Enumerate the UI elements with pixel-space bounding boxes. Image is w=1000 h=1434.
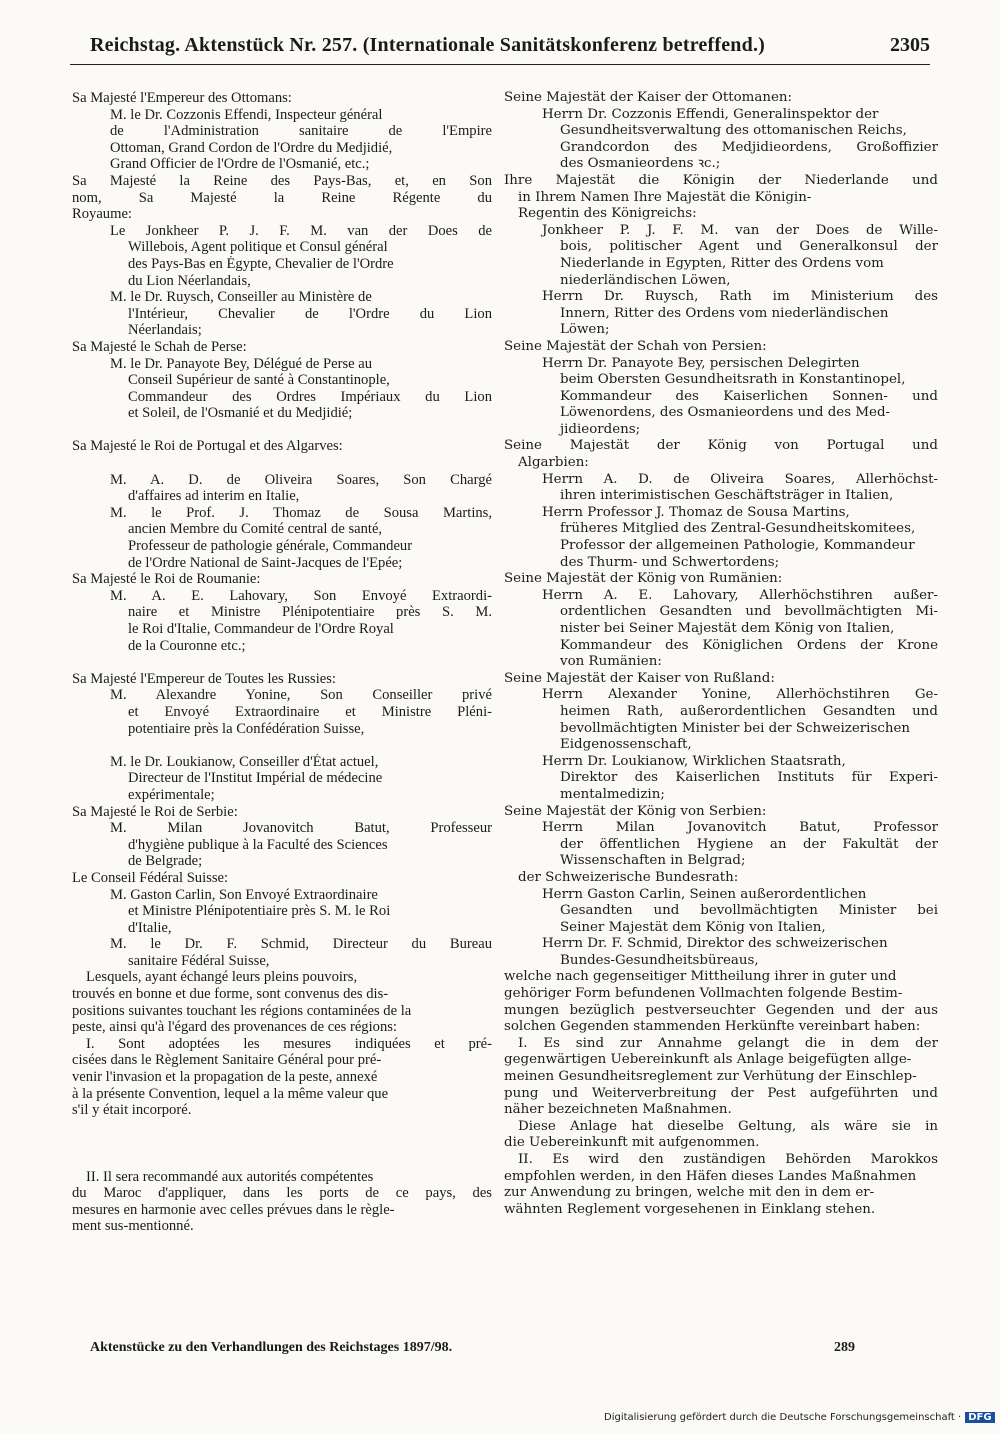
french-text-line: du Lion Néerlandais,	[128, 272, 251, 289]
german-text-line: Kommandeur des Königlichen Ordens der Krone	[560, 637, 938, 653]
german-text-line: der öffentlichen Hygiene an der Fakultät der	[560, 836, 938, 852]
french-text-line	[72, 1152, 492, 1169]
german-text-line: Löwenordens, des Osmanieordens und des Med-	[560, 405, 891, 421]
credit-text: Digitalisierung gefördert durch die Deutsche Forschungsgemeinschaft ·	[604, 1412, 962, 1423]
german-text-line: bois, politischer Agent und Generalkonsul der	[560, 239, 938, 255]
french-text-line: ancien Membre du Comité central de santé,	[128, 521, 383, 538]
french-text-line: de Belgrade;	[128, 853, 203, 870]
french-text-line: M. Milan Jovanovitch Batut, Professeur	[110, 820, 492, 837]
german-text-line: Seine Majestät der König von Serbien:	[504, 803, 767, 819]
page-number: 2305	[890, 34, 930, 56]
german-text-line: Seine Majestät der König von Rumänien:	[504, 571, 783, 587]
french-text-line: Conseil Supérieur de santé à Constantinople,	[128, 372, 390, 389]
french-text-line	[72, 1135, 492, 1152]
french-text-line: Sa Majesté le Roi de Roumanie:	[72, 571, 261, 588]
french-text-line: naire et Ministre Plénipotentiaire près S. M.	[128, 604, 492, 621]
german-text-line: Herrn Dr. Loukianow, Wirklichen Staatsrath,	[542, 753, 846, 769]
french-text-line: ment sus-mentionné.	[72, 1218, 194, 1235]
german-text-line: Herrn Dr. Cozzonis Effendi, Generalinspektor der	[542, 106, 879, 122]
german-text-line: Herrn Dr. F. Schmid, Direktor des schweizerischen	[542, 936, 888, 952]
german-text-line: Gesandten und bevollmächtigten Minister bei	[560, 903, 938, 919]
german-text-line: meinen Gesundheitsreglement zur Verhütung der Einschlep-	[504, 1069, 917, 1085]
german-text-line: Herrn Milan Jovanovitch Batut, Professor	[542, 820, 938, 836]
french-text-line	[72, 422, 492, 439]
french-text-line: de l'Ordre National de Saint-Jacques de l'Epée;	[128, 554, 403, 571]
french-text-line: M. Alexandre Yonine, Son Conseiller privé	[110, 687, 492, 704]
german-text-line: Seine Majestät der König von Portugal und	[504, 438, 938, 454]
french-text-line: Ottoman, Grand Cordon de l'Ordre du Medjidié,	[110, 139, 393, 156]
dfg-logo: DFG	[965, 1412, 994, 1423]
french-text-line: sanitaire Fédéral Suisse,	[128, 952, 270, 969]
german-text-line: Bundes-Gesundheitsbüreaus,	[560, 952, 759, 968]
german-text-line: Wissenschaften in Belgrad;	[560, 853, 746, 869]
german-text-line: Professor der allgemeinen Pathologie, Kommandeur	[560, 538, 915, 554]
german-text-line: Innern, Ritter des Ordens vom niederländischen	[560, 305, 889, 321]
page-footer	[90, 1340, 930, 1360]
french-text-line: M. le Prof. J. Thomaz de Sousa Martins,	[110, 504, 492, 521]
french-text-line: I. Sont adoptées les mesures indiquées et pré-	[86, 1035, 492, 1052]
german-text-line: empfohlen werden, in den Häfen dieses Landes Maßnahmen	[504, 1168, 917, 1184]
french-text-line: l'Intérieur, Chevalier de l'Ordre du Lion	[128, 305, 492, 322]
german-text-line: Eidgenossenschaft,	[560, 737, 692, 753]
french-text-line: des Pays-Bas en Égypte, Chevalier de l'Ordre	[128, 255, 394, 272]
french-text-line: Le Jonkheer P. J. F. M. van der Does de	[110, 222, 492, 239]
german-text-line: Herrn Gaston Carlin, Seinen außerordentlichen	[542, 886, 867, 902]
french-text-line: M. A. D. de Oliveira Soares, Son Chargé	[110, 471, 492, 488]
french-text-line: Sa Majesté la Reine des Pays-Bas, et, en Son	[72, 172, 492, 189]
french-text-line: peste, ainsi qu'à l'égard des provenances de ces régions:	[72, 1019, 397, 1036]
german-text-line: heimen Rath, außerordentlichen Gesandten und	[560, 703, 938, 719]
french-text-line: trouvés en bonne et due forme, sont convenus des dis-	[72, 986, 389, 1003]
german-text-line: Algarbien:	[518, 455, 589, 471]
french-text-line: de l'Administration sanitaire de l'Empire	[110, 123, 492, 140]
french-text-line: nom, Sa Majesté la Reine Régente du	[72, 189, 492, 206]
french-text-line	[72, 654, 492, 671]
french-text-line: venir l'invasion et la propagation de la peste, annexé	[72, 1069, 378, 1086]
french-text-line: Commandeur des Ordres Impériaux du Lion	[128, 388, 492, 405]
french-text-line: II. Il sera recommandé aux autorités compétentes	[86, 1168, 374, 1185]
french-text-line: Lesquels, ayant échangé leurs pleins pouvoirs,	[86, 969, 358, 986]
german-text-line: Seine Majestät der Schah von Persien:	[504, 338, 767, 354]
french-text-line: M. A. E. Lahovary, Son Envoyé Extraordi-	[110, 587, 492, 604]
german-text-line: Löwen;	[560, 322, 610, 338]
french-text-line: de la Couronne etc.;	[128, 637, 246, 654]
german-text-line: Seine Majestät der Kaiser von Rußland:	[504, 670, 775, 686]
footer-source: Aktenstücke zu den Verhandlungen des Reichstages 1897/98.	[90, 1340, 453, 1355]
german-text-line: gehöriger Form befundenen Vollmachten folgende Bestim-	[504, 986, 903, 1002]
german-text-line: bevollmächtigten Minister bei der Schweizerischen	[560, 720, 911, 736]
french-text-line: Professeur de pathologie générale, Commandeur	[128, 538, 413, 555]
french-text-line: le Roi d'Italie, Commandeur de l'Ordre Royal	[128, 621, 394, 637]
french-text-line: Grand Officier de l'Ordre de l'Osmanié, etc.;	[110, 156, 370, 173]
german-text-line: wähnten Reglement vorgesehenen in Einklang stehen.	[504, 1201, 876, 1217]
french-text-line: Willebois, Agent politique et Consul général	[128, 239, 388, 256]
german-text-line: I. Es sind zur Annahme gelangt die in dem der	[518, 1035, 938, 1051]
german-text-line: Seiner Majestät dem König von Italien,	[560, 919, 826, 935]
french-text-line: Royaume:	[72, 206, 132, 223]
french-text-line: et Soleil, de l'Osmanié et du Medjidié;	[128, 405, 353, 422]
header-rule	[70, 64, 930, 65]
german-text-line: der Schweizerische Bundesrath:	[518, 869, 739, 885]
german-text-line: Diese Anlage hat dieselbe Geltung, als wäre sie in	[518, 1118, 938, 1134]
french-text-line: mesures en harmonie avec celles prévues dans le règle-	[72, 1201, 395, 1218]
french-text-line: positions suivantes touchant les régions contaminées de la	[72, 1002, 412, 1019]
french-text-line: du Maroc d'appliquer, dans les ports de ce pays, des	[72, 1185, 492, 1202]
german-text-line: Seine Majestät der Kaiser der Ottomanen:	[504, 90, 793, 105]
french-text-line: Sa Majesté le Roi de Serbie:	[72, 803, 238, 820]
german-text-line: Herrn A. D. de Oliveira Soares, Allerhöchst-	[542, 471, 938, 487]
page-header	[90, 34, 930, 68]
german-text-line: Jonkheer P. J. F. M. van der Does de Wille-	[542, 222, 938, 238]
german-text-line: mentalmedizin;	[560, 786, 665, 802]
french-text-line: M. le Dr. Cozzonis Effendi, Inspecteur général	[110, 106, 383, 123]
french-text-line: d'Italie,	[128, 919, 172, 936]
french-text-line: s'il y était incorporé.	[72, 1102, 192, 1119]
french-text-line	[72, 737, 492, 754]
german-text-line: welche nach gegenseitiger Mittheilung ihrer in guter und	[504, 969, 897, 985]
german-text-line: Niederlande in Egypten, Ritter des Ordens vom	[560, 255, 884, 271]
french-text-line: Sa Majesté l'Empereur des Ottomans:	[72, 90, 292, 106]
german-text-line: II. Es wird den zuständigen Behörden Marokkos	[518, 1152, 938, 1167]
german-text-line: Ihre Majestät die Königin der Niederlande und	[504, 172, 938, 188]
french-text-line: potentiaire près la Confédération Suisse,	[128, 720, 365, 737]
german-text-line: früheres Mitglied des Zentral-Gesundheitskomitees,	[560, 521, 916, 537]
german-text-line: die Uebereinkunft mit aufgenommen.	[504, 1135, 760, 1151]
german-text-line: in Ihrem Namen Ihre Majestät die Königin-	[518, 189, 812, 205]
signature-number: 289	[834, 1340, 855, 1355]
german-text-line: beim Obersten Gesundheitsrath in Konstantinopel,	[560, 372, 906, 388]
french-text-line	[72, 1119, 492, 1136]
german-text-line: Gesundheitsverwaltung des ottomanischen Reichs,	[560, 123, 907, 139]
french-text-line	[72, 455, 492, 472]
german-text-line: nister bei Seiner Majestät dem König von Italien,	[560, 621, 895, 636]
german-text-line: des Osmanieordens ꝛc.;	[560, 156, 721, 172]
german-column	[504, 90, 938, 1218]
german-text-line: Direktor des Kaiserlichen Instituts für Experi-	[560, 770, 938, 786]
german-text-line: gegenwärtigen Uebereinkunft als Anlage beigefügten allge-	[504, 1052, 912, 1068]
running-title: Reichstag. Aktenstück Nr. 257. (Internationale Sanitätskonferenz betreffend.)	[90, 34, 766, 56]
french-text-line: d'hygiène publique à la Faculté des Sciences	[128, 836, 388, 853]
french-text-line: et Ministre Plénipotentiaire près S. M. le Roi	[128, 903, 391, 920]
german-text-line: Herrn Dr. Panayote Bey, persischen Delegirten	[542, 355, 860, 371]
german-text-line: jidieordens;	[560, 421, 641, 437]
french-text-line: Sa Majesté le Schah de Perse:	[72, 338, 247, 355]
german-text-line: pung und Weiterverbreitung der Pest aufgeführten und	[504, 1085, 938, 1101]
german-text-line: Herrn Alexander Yonine, Allerhöchstihren Ge-	[542, 687, 938, 703]
german-text-line: ordentlichen Gesandten und bevollmächtigten Mi-	[560, 604, 938, 620]
digitization-credit	[604, 1412, 992, 1430]
german-text-line: von Rumänien:	[560, 654, 662, 670]
german-text-line: Grandcordon des Medjidieordens, Großoffizier	[560, 139, 938, 155]
french-text-line: d'affaires ad interim en Italie,	[128, 488, 300, 505]
german-text-line: des Thurm- und Schwertordens;	[560, 554, 780, 570]
french-text-line: M. Gaston Carlin, Son Envoyé Extraordinaire	[110, 886, 378, 903]
german-text-line: mungen bezüglich pestverseuchter Gegenden und der aus	[504, 1002, 938, 1018]
french-text-line: cisées dans le Règlement Sanitaire Général pour pré-	[72, 1052, 382, 1069]
french-text-line: Le Conseil Fédéral Suisse:	[72, 869, 229, 886]
french-text-line: M. le Dr. F. Schmid, Directeur du Bureau	[110, 936, 492, 953]
german-text-line: Kommandeur des Kaiserlichen Sonnen- und	[560, 388, 938, 404]
french-text-line: Sa Majesté l'Empereur de Toutes les Russies:	[72, 670, 336, 687]
french-text-line: expérimentale;	[128, 786, 215, 803]
french-column	[72, 90, 492, 1235]
german-text-line: näher bezeichneten Maßnahmen.	[504, 1102, 732, 1118]
german-text-line: Herrn Professor J. Thomaz de Sousa Martins,	[542, 504, 850, 520]
german-text-line: solchen Gegenden stammenden Herkünfte vereinbart haben:	[504, 1019, 921, 1035]
german-text-line: Herrn A. E. Lahovary, Allerhöchstihren außer-	[542, 587, 938, 603]
french-text-line: M. le Dr. Loukianow, Conseiller d'État actuel,	[110, 753, 379, 770]
french-text-line: Sa Majesté le Roi de Portugal et des Algarves:	[72, 438, 343, 455]
french-text-line: à la présente Convention, lequel a la même valeur que	[72, 1085, 389, 1102]
german-text-line: ihren interimistischen Geschäftsträger in Italien,	[560, 488, 894, 504]
french-text-line: Directeur de l'Institut Impérial de médecine	[128, 770, 383, 787]
german-text-line: Herrn Dr. Ruysch, Rath im Ministerium des	[542, 289, 938, 305]
french-text-line: M. le Dr. Panayote Bey, Délégué de Perse au	[110, 355, 373, 372]
french-text-line: M. le Dr. Ruysch, Conseiller au Ministère de	[110, 289, 372, 306]
german-text-line: niederländischen Löwen,	[560, 272, 731, 288]
french-text-line: Néerlandais;	[128, 322, 202, 339]
german-text-line: Regentin des Königreichs:	[518, 206, 697, 222]
french-text-line: et Envoyé Extraordinaire et Ministre Pléni-	[128, 703, 492, 720]
german-text-line: zur Anwendung zu bringen, welche mit den in dem er-	[504, 1185, 875, 1201]
